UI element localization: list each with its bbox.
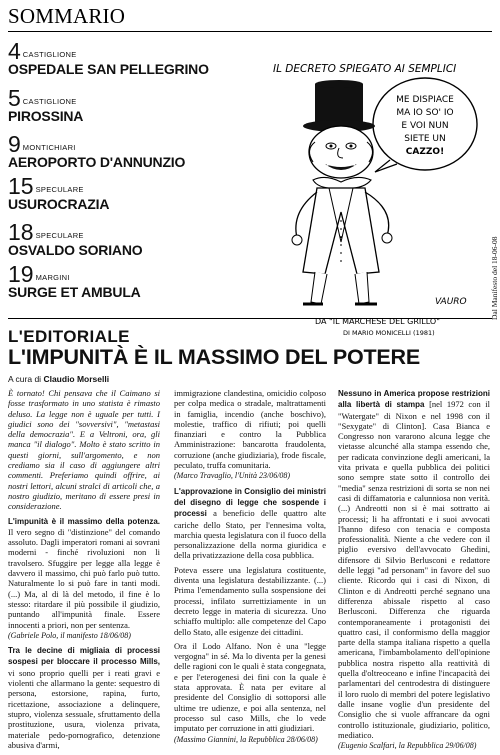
index-entry[interactable] (8, 175, 248, 212)
index-entry[interactable] (8, 40, 248, 77)
source-citation: (Massimo Giannini, la Repubblica 28/06/08) (174, 734, 318, 744)
paragraph: [nel 1972 con il "Watergate" di Nixon e nel 1998 con il "Sexygate" di Clinton]. Casa Bianca e Congresso non vararono alcuna legge che vietasse alcunché alla stampa essendo che, per radicata convinzione degli americani, la vita privata e quella pubblica dei politici sono sempre state sotto il controllo dei "media" senza restrizioni di sorta se non nei casi di diffamatoria e calunniosa non verità. (...) Andreotti non si è mai sottratto ai processi; li ha affrontati e i suoi avvocati l'hanno difeso con tenacia e composta professionalità. Niente a che vedere con il piglio eversivo dell'avvocato Ghedini, difensore di Silvio Berlusconi e redattore delle leggi "ad personam" in favore del suo cliente. Ricordo qui i casi di Nixon, di Clinton e di Andreotti perché segnano una differenza abissale rispetto al caso Berlusconi. Differenza che riguarda contemporaneamente i protagonisti dei quattro casi, il conformismo della maggior parte della stampa italiana rispetto a quella americana, l'imbambolamento dell'opinione pubblica nostra rispetto alla reattività di quella d'oltreoceano e infine l'incapacità dei parlamentari del centrodestra di distinguere il loro ruolo di membri del potere legislativo dalle insane voglie d'un presidente del Consiglio che si vuole affrancare da ogni controllo istituzionale, giudiziario, politico, mediatico. (338, 399, 491, 740)
cartoonist-signature: VAURO (435, 297, 467, 307)
article-column-3 (338, 388, 490, 755)
index-entry[interactable] (8, 133, 248, 170)
entry-headline: SURGE ET AMBULA (8, 284, 141, 300)
article-title: L'IMPUNITÀ È IL MASSIMO DEL POTERE (8, 345, 421, 369)
caricature-face (309, 126, 373, 178)
svg-text:MA IO SO' IO: MA IO SO' IO (396, 108, 454, 118)
page-number: 5 (8, 85, 21, 111)
cartoon-credit: DA "IL MARCHESE DEL GRILLO" (315, 317, 440, 326)
collar (313, 177, 371, 188)
lead-in: Tra le decine di migliaia di processi sospesi per bloccare il processo Mills, (8, 646, 160, 667)
entry-section: SPECULARE (35, 231, 84, 240)
page-number: 18 (8, 219, 34, 245)
page-title: SOMMARIO (8, 4, 126, 28)
entry-section: CASTIGLIONE (22, 50, 77, 59)
source-citation: (Marco Travaglio, l'Unità 23/06/08) (174, 471, 291, 481)
entry-headline: USUROCRAZIA (8, 196, 110, 212)
lead-in: Nessuno in America propose restrizioni alla libertà di stampa (338, 389, 490, 410)
article-column-1 (8, 388, 160, 754)
entry-section: MARGINI (35, 273, 70, 282)
divider (8, 31, 492, 32)
entry-section: SPECULARE (35, 185, 84, 194)
side-credit: Dal Manifesto del 18-06-08 (490, 236, 499, 320)
svg-text:E VOI NUN: E VOI NUN (401, 121, 449, 131)
paragraph: vi sono proprio quelli per i reati gravi e violenti che allarmano la gente: sequestro di persona, estorsione, rapina, furto, ricettazione, associazione a delinquere, stupro, violenza sessuale, sfruttamento della prostituzione, usura, violenza privata, materiale pedo-pornografico, detenzione abusiva d'armi, (8, 667, 160, 750)
page-number: 15 (8, 173, 34, 199)
index-entry[interactable] (8, 221, 248, 258)
cartoon-illustration (255, 42, 480, 342)
paragraph: a beneficio delle quattro alte cariche dello Stato, per l'ennesima volta, marchia questa legislatura con il fuoco della personalizzazione della norma giuridica e della privatizzazione della cosa pubblica. (174, 508, 326, 561)
byline: A cura di Claudio Morselli (8, 374, 110, 384)
entry-headline: PIROSSINA (8, 108, 84, 124)
page-number: 9 (8, 131, 21, 157)
cartoon-credit-sub: DI MARIO MONICELLI (1981) (343, 329, 435, 337)
paragraph: È tornato! Chi pensava che il Caimano si fosse trasformato in uno statista è rimasto deluso. La legge non è uguale per tutti. I giudici sono dei "sovversivi", "metastasi della democrazia". E a Veltroni, ora, gli manca "il dialogo". Molto è stato scritto in questi giorni, sull'argomento, e non crediamo sia il caso di aggiungere altri commenti. Preferiamo quindi offrire, ai nostri lettori, alcuni stralci di articoli che, a nostro giudizio, meritano di essere presi in considerazione. (8, 388, 160, 512)
article-column-2 (174, 388, 326, 749)
entry-section: CASTIGLIONE (22, 97, 77, 106)
figure-body (292, 188, 392, 304)
paragraph: Poteva essere una legislatura costituente, diventa una legislatura destabilizzante. (...) Prima l'emendamento sulla sospensione dei processi, infilato surrettiziamente in un decreto legge in materia di sicurezza. Uno schiaffo multiplo: alle competenze del Capo dello Stato, alle esigenze dei cittadini. (174, 564, 326, 637)
source-citation: (Gabriele Polo, il manifesto 18/06/08) (8, 630, 131, 640)
entry-headline: OSPEDALE SAN PELLEGRINO (8, 61, 209, 77)
section-kicker: L'EDITORIALE (8, 327, 130, 346)
svg-text:CAZZO!: CAZZO! (405, 147, 445, 157)
paragraph: Ora il Lodo Alfano. Non è una "legge vergogna" in sé. Ma lo diventa per la genesi delle ragioni con le quali è stata congegnata, e per l'eterogenesi dei fini con la quale è stata approvata. È nata per evitare al presidente del Consiglio di sottoporsi alle ultime tre udienze, e poi alla sentenza, nel processo sul caso Mills, che lo vede imputato per corruzione in atti giudiziari. (174, 640, 326, 734)
cartoon-caption: IL DECRETO SPIEGATO AI SEMPLICI (273, 63, 457, 75)
top-hat (303, 80, 375, 132)
paragraph: Il vero segno di "distinzione" del comando assoluto. Dagli imperatori romani ai sovrani moderni - finché rivoluzioni non li travolsero. Sfuggire per legge alla legge è davvero il massimo, chi può farlo può tutto. Naturalmente lo si può fare in tanti modi. (...) Ma, al di là del metodo, il fine è lo stesso: ritardare il più possibile il giudizio, puntando all'impunità finale. Essere innocenti a priori, non per sentenza. (8, 526, 160, 630)
paragraph: immigrazione clandestina, omicidio colposo per colpa medica o stradale, maltrattamenti in famiglia, incendio (anche boschivo), molestie, traffico di rifiuti; poi quelli finanziari e contro la Pubblica Amministrazione: bancarotta fraudolenta, corruzione (anche giudiziaria), frode fiscale, peculato, truffa comunitaria. (174, 388, 326, 471)
page-number: 19 (8, 261, 34, 287)
entry-headline: AEROPORTO D'ANNUNZIO (8, 154, 186, 170)
lead-in: L'approvazione in Consiglio dei ministri del disegno di legge che sospende i processi (174, 486, 326, 519)
author: Claudio Morselli (43, 374, 110, 384)
lead-in: L'impunità è il massimo della potenza. (8, 516, 160, 526)
index-entry[interactable] (8, 263, 248, 300)
svg-text:SIETE UN: SIETE UN (404, 134, 446, 144)
page-number: 4 (8, 38, 21, 64)
svg-text:ME DISPIACE: ME DISPIACE (396, 95, 454, 105)
divider (8, 318, 492, 319)
source-citation: (Eugenio Scalfari, la Repubblica 29/06/08) (338, 741, 477, 751)
index-entry[interactable] (8, 87, 248, 124)
entry-headline: OSVALDO SORIANO (8, 242, 143, 258)
entry-section: MONTICHIARI (22, 143, 76, 152)
